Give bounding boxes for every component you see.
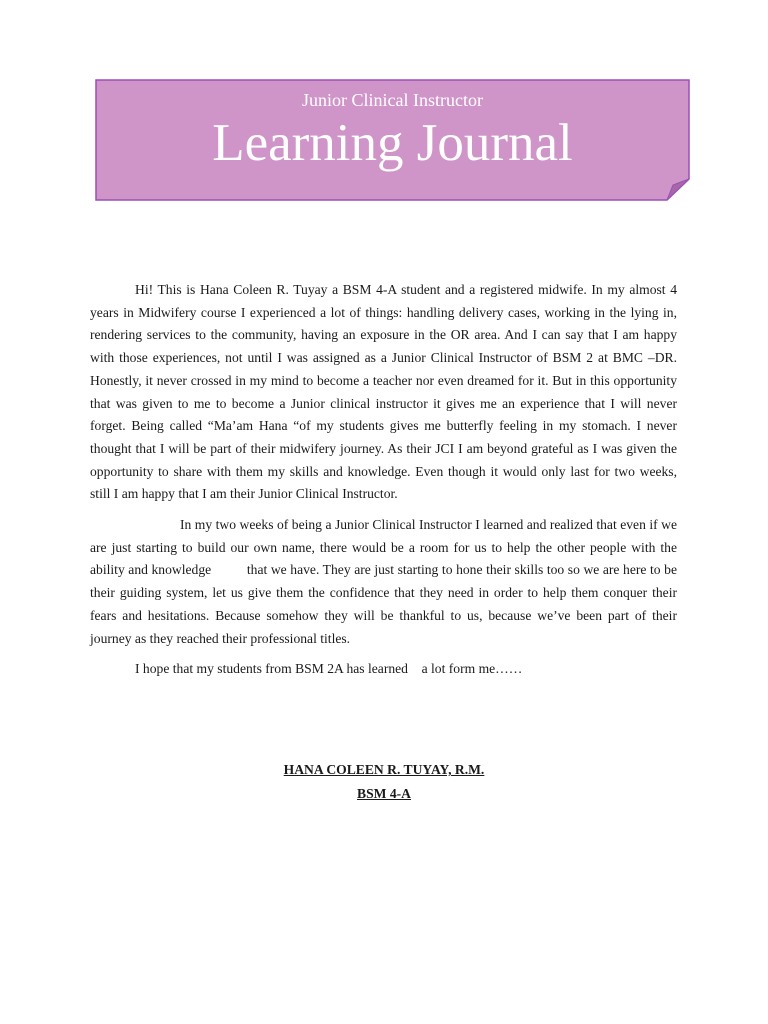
journal-paragraph-3: I hope that my students from BSM 2A has learned a lot form me……	[135, 661, 523, 677]
journal-body	[90, 279, 681, 681]
journal-paragraph-1: Hi! This is Hana Coleen R. Tuyay a BSM 4-A student and a registered midwife. In my almost 4 years in Midwifery course I experienced a lot of things: handling delivery cases, working in the lying in, rendering services to the community, having an exposure in the OR area. And I can say that I am happy with those experiences, not until I was assigned as a Junior Clinical Instructor of BSM 2 at BMC –DR. Honestly, it never crossed in my mind to become a teacher nor even dreamed for it. But in this opportunity that was given to me to become a Junior clinical instructor it gives me an experience that I will never forget. Being called “Ma’am Hana “of my students gives me butterfly feeling in my stomach. I never thought that I will be part of their midwifery journey. As their JCI I am beyond grateful as I was given the opportunity to share with them my skills and knowledge. Even though it would only last for two weeks, still I am happy that I am their Junior Clinical Instructor.	[90, 282, 677, 502]
signature-name: HANA COLEEN R. TUYAY, R.M.	[283, 762, 485, 777]
title-banner	[95, 79, 690, 201]
signature-section: BSM 4-A	[357, 786, 411, 801]
banner-subtitle: Junior Clinical Instructor	[302, 90, 483, 110]
page-title: Learning Journal	[212, 114, 573, 172]
journal-paragraph-2: In my two weeks of being a Junior Clinical Instructor I learned and realized that even if we are just starting to build our own name, there would be a room for us to help the other people with the ability and knowledge that we have. They are just starting to hone their skills too so we are here to be their guiding system, let us give them the confidence that they need in order to help them conquer their fears and hesitations. Because somehow they will be thankful to us, because we’ve been part of their journey as they reached their professional titles.	[90, 517, 681, 646]
